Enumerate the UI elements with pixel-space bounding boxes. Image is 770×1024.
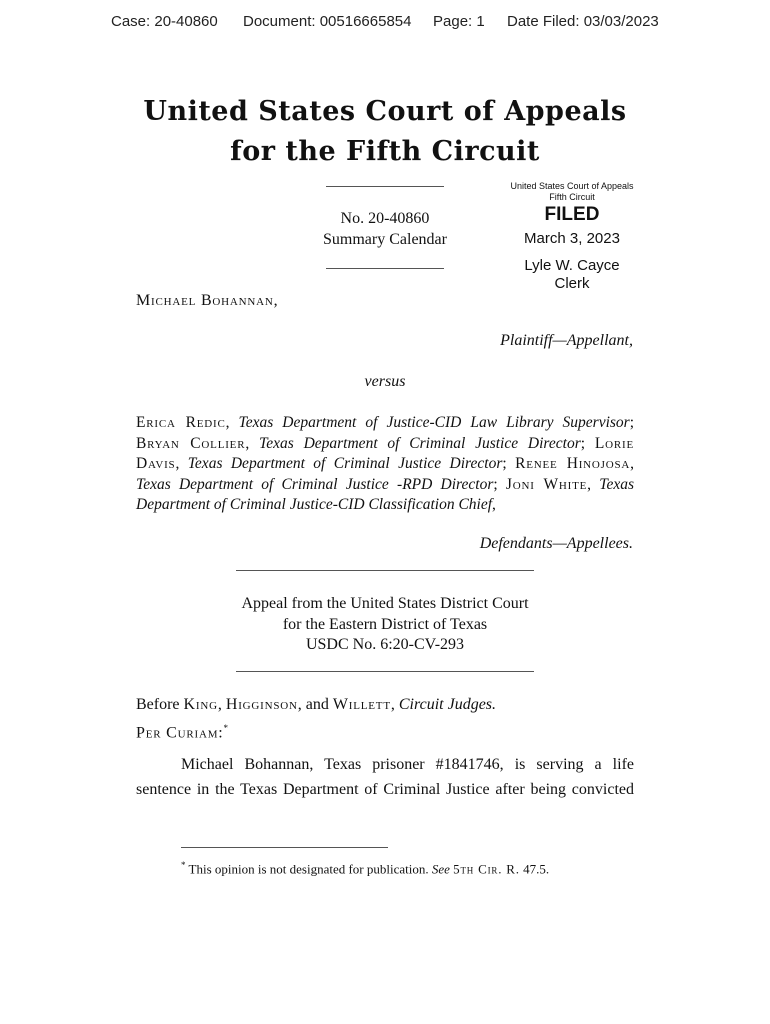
footnote bbox=[181, 860, 549, 877]
stamp-clerk-title: Clerk bbox=[554, 275, 590, 292]
opinion-body bbox=[136, 752, 634, 802]
opinion-line1: Michael Bohannan, Texas prisoner #1841746, is serving a life bbox=[181, 756, 634, 773]
defendant-name: Renee Hinojosa bbox=[515, 455, 631, 472]
appeal-line2: for the Eastern District of Texas bbox=[282, 616, 488, 633]
per-curiam bbox=[136, 723, 229, 742]
defendant-name: Joni White bbox=[505, 475, 588, 493]
footnote-text: This opinion is not designated for publication. bbox=[188, 861, 429, 877]
appeal-line3: USDC No. 6:20-CV-293 bbox=[305, 636, 465, 653]
appeal-rule-bottom bbox=[236, 671, 534, 672]
panel-line: Before King, Higginson, and Willett, Circuit Judges. bbox=[136, 696, 497, 713]
footnote-rule bbox=[181, 847, 388, 848]
defendant-title: Texas Department of Criminal Justice-CID Classification Chief bbox=[136, 475, 635, 513]
defendant-name: Erica Redic bbox=[136, 414, 226, 431]
case-number: Case: 20-40860 bbox=[111, 13, 218, 30]
docket-rule-bottom bbox=[326, 268, 444, 269]
footnote-mark: * bbox=[181, 860, 186, 870]
defendants-role: Defendants—Appellees. bbox=[479, 535, 633, 552]
docket-rule-top bbox=[326, 186, 444, 187]
per-curiam-label: Per Curiam: bbox=[136, 724, 224, 742]
panel-before: Before bbox=[136, 696, 180, 713]
footnote-cite-num: 47.5. bbox=[523, 861, 550, 877]
judge-name: Higginson bbox=[225, 696, 298, 713]
stamp-date: March 3, 2023 bbox=[524, 230, 620, 247]
page-number: Page: 1 bbox=[433, 13, 485, 30]
plaintiff-name: Michael Bohannan, bbox=[136, 292, 279, 309]
defendants-list: Erica Redic, Texas Department of Justice-CID Law Library Supervisor; Bryan Collier, Texas Department of Criminal Justice Director; Lorie Davis, Texas Department of Criminal Justice Director; Renee Hinojosa, Texas Department of Criminal Justice -RPD Director; Joni White, Texas Department of Criminal Justice-CID Classification Chief, bbox=[136, 414, 635, 513]
stamp-clerk-name: Lyle W. Cayce bbox=[524, 257, 620, 274]
defendant-name: Lorie Davis bbox=[136, 434, 634, 472]
opinion-line2: sentence in the Texas Department of Criminal Justice after being convicted bbox=[136, 781, 634, 798]
defendant-title: Texas Department of Justice-CID Law Library Supervisor bbox=[238, 414, 630, 431]
judge-name: Willett bbox=[332, 696, 391, 713]
defendant-title: Texas Department of Criminal Justice -RPD Director bbox=[136, 475, 494, 493]
panel-and: and bbox=[305, 696, 329, 713]
defendant-title: Texas Department of Criminal Justice Director bbox=[259, 434, 581, 452]
plaintiff-role: Plaintiff—Appellant, bbox=[500, 332, 633, 349]
judge-name: King bbox=[183, 696, 218, 713]
defendant-name: Bryan Collier bbox=[136, 434, 246, 452]
docket-number: No. 20-40860 bbox=[340, 210, 430, 227]
appeal-line1: Appeal from the United States District Court bbox=[241, 595, 529, 612]
appeal-rule-top bbox=[236, 570, 534, 571]
stamp-filed: FILED bbox=[544, 204, 600, 225]
footnote-cite-rule: 5th Cir. R. bbox=[453, 861, 520, 877]
document-number: Document: 00516665854 bbox=[243, 13, 412, 30]
court-title-line1: United States Court of Appeals bbox=[143, 96, 627, 127]
stamp-circuit: Fifth Circuit bbox=[549, 192, 595, 202]
defendant-title: Texas Department of Criminal Justice Director bbox=[187, 455, 503, 472]
filed-stamp bbox=[500, 181, 644, 293]
panel-suffix: Circuit Judges. bbox=[398, 696, 497, 713]
footnote-see: See bbox=[431, 861, 450, 877]
versus: versus bbox=[364, 373, 406, 390]
stamp-court: United States Court of Appeals bbox=[510, 181, 634, 191]
docket-calendar: Summary Calendar bbox=[323, 231, 447, 248]
date-filed: Date Filed: 03/03/2023 bbox=[507, 13, 659, 30]
footnote-ref: * bbox=[223, 723, 229, 733]
court-title-line2: for the Fifth Circuit bbox=[230, 136, 540, 167]
